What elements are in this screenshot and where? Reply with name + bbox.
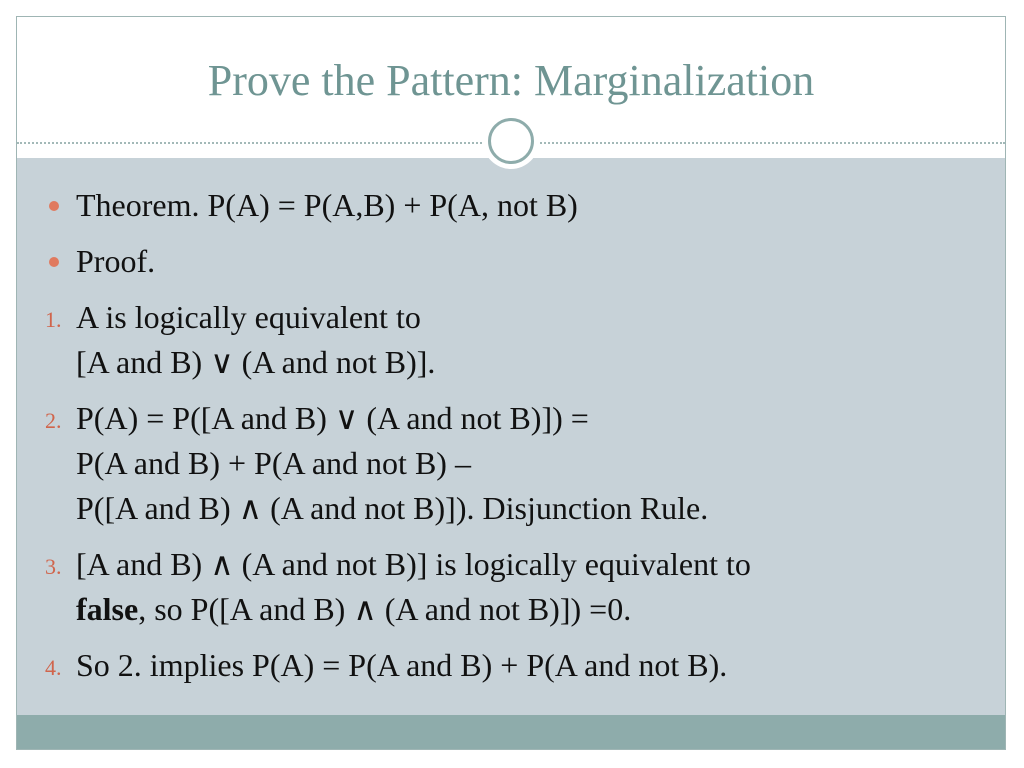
proof-step-3 [17,542,1005,632]
step-number: 3. [45,554,62,579]
step-line: A is logically equivalent to [76,299,421,335]
proof-step-2 [17,396,1005,531]
step-line: P([A and B) ∧ (A and not B)]). Disjunction Rule. [76,490,709,526]
step-line: P(A) = P([A and B) ∨ (A and not B)]) = [76,400,589,436]
circle-ornament-icon [483,113,539,169]
theorem-text: Theorem. P(A) = P(A,B) + P(A, not B) [76,187,578,223]
slide-frame [16,16,1006,750]
proof-step-1 [17,295,1005,385]
step-line: [A and B) ∨ (A and not B)]. [76,344,436,380]
slide-content [17,183,1005,699]
step-number: 2. [45,408,62,433]
bullet-item [17,239,1005,284]
bullet-dot-icon [49,201,59,211]
proof-step-4 [17,643,1005,688]
step-number: 4. [45,655,62,680]
bullet-item [17,183,1005,228]
step-line: P(A and B) + P(A and not B) – [76,445,471,481]
slide-title: Prove the Pattern: Marginalization [207,56,815,105]
emphasis-false: false [76,591,139,627]
footer-bar [17,715,1005,749]
step-line-rest: , so P([A and B) ∧ (A and not B)]) =0. [138,591,632,627]
step-line: [A and B) ∧ (A and not B)] is logically equivalent to [76,546,751,582]
proof-label: Proof. [76,243,156,279]
step-line: So 2. implies P(A) = P(A and B) + P(A and not B). [76,647,728,683]
step-number: 1. [45,307,62,332]
bullet-dot-icon [49,257,59,267]
step-line-with-emphasis [76,587,1005,632]
circle-ring [488,118,534,164]
